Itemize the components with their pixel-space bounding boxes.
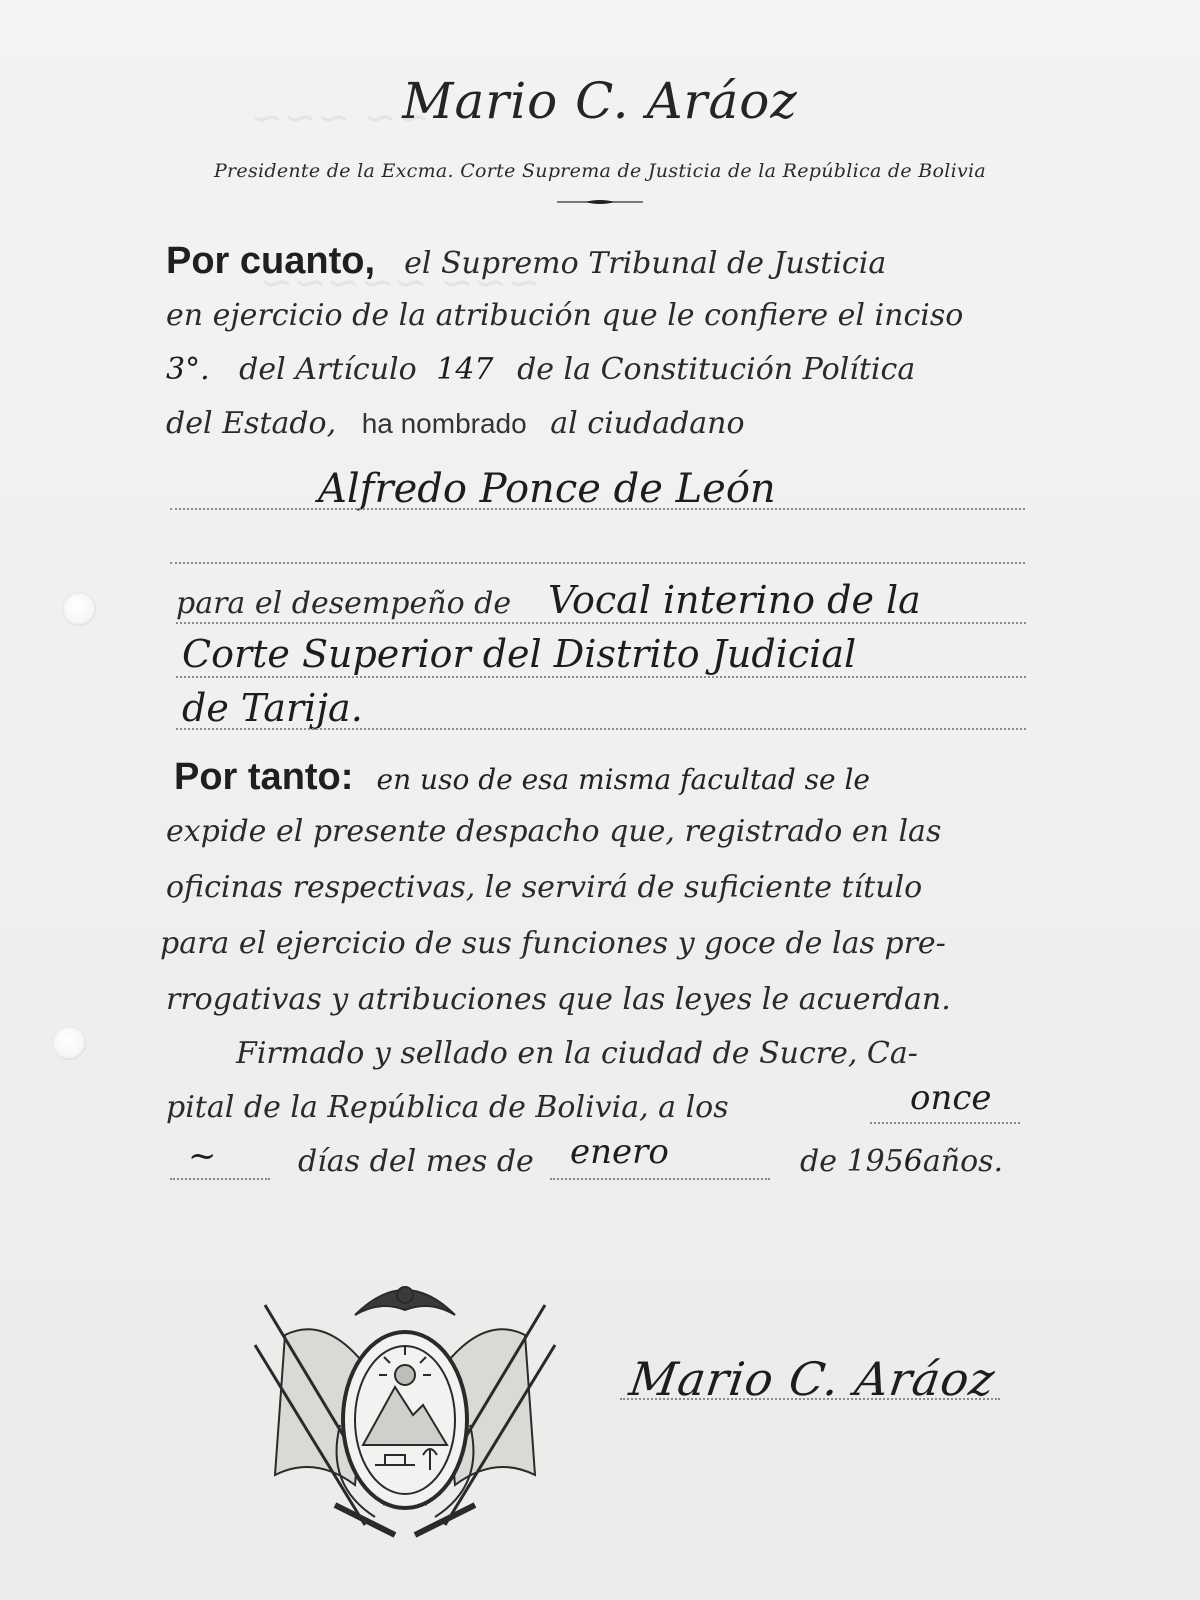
bleed-through-mark: ∽∽∽∽∽ ∽∽∽	[260, 260, 541, 306]
binder-hole-bottom	[52, 1026, 86, 1060]
header-name: Mario C. Aráoz	[402, 72, 798, 130]
position-line-1	[176, 586, 511, 621]
articulo-label: del Artículo	[239, 352, 417, 387]
month-rule	[550, 1178, 770, 1180]
ha-nombrado-text: ha nombrado	[361, 408, 527, 439]
por-cuanto-line-2: en ejercicio de la atribución que le confiere el inciso	[166, 298, 964, 333]
day-rule	[870, 1122, 1020, 1124]
bleed-through-mark: ∽∽∽ ∽∽	[250, 95, 431, 141]
position-rule-3	[176, 728, 1026, 730]
por-tanto-line-5: rrogativas y atribuciones que las leyes le acuerdan.	[166, 982, 951, 1017]
ciudadano-text: al ciudadano	[550, 406, 745, 441]
bolivia-coat-of-arms-emblem	[245, 1255, 565, 1555]
appointee-name: Alfredo Ponce de León	[318, 466, 776, 512]
por-cuanto-line-1-text: el Supremo Tribunal de Justicia	[404, 246, 887, 281]
year-prefix: de 195	[800, 1144, 904, 1179]
constitucion-text: de la Constitución Política	[517, 352, 916, 387]
por-tanto-line-4: para el ejercicio de sus funciones y goce de las pre-	[160, 926, 946, 961]
por-cuanto-line-4	[166, 406, 745, 441]
closing-year-text	[800, 1144, 1003, 1179]
header-subtitle: Presidente de la Excma. Corte Suprema de Justicia de la República de Bolivia	[213, 160, 987, 182]
binder-hole-top	[62, 592, 96, 626]
appointee-rule-1	[170, 508, 1025, 510]
position-label: para el desempeño de	[176, 586, 512, 621]
signature: Mario C. Aráoz	[626, 1352, 999, 1406]
position-text-2: Corte Superior del Distrito Judicial	[182, 632, 857, 676]
por-tanto-line-3: oficinas respectivas, le servirá de suficiente título	[166, 870, 923, 905]
position-text-3: de Tarija.	[182, 686, 363, 730]
position-rule-2	[176, 676, 1026, 678]
por-cuanto-line-3	[166, 352, 915, 387]
header-ornament	[555, 197, 645, 207]
por-cuanto-line-1	[166, 240, 886, 283]
closing-dash: ~	[188, 1136, 217, 1176]
inciso-number: 3°.	[166, 352, 210, 387]
por-tanto-line-2: expide el presente despacho que, registrado en las	[166, 814, 942, 849]
por-cuanto-lead: Por cuanto,	[166, 240, 376, 282]
article-number: 147	[436, 352, 494, 387]
year-digit: 6	[903, 1144, 923, 1179]
por-tanto-line-1	[174, 756, 870, 799]
closing-days-text: días del mes de	[298, 1144, 534, 1179]
closing-day: once	[910, 1078, 992, 1118]
dash-rule	[170, 1178, 270, 1180]
por-tanto-lead: Por tanto:	[174, 756, 354, 798]
closing-line-1: Firmado y sellado en la ciudad de Sucre, Ca-	[236, 1036, 918, 1071]
closing-line-2: pital de la República de Bolivia, a los	[166, 1090, 729, 1125]
position-text-1: Vocal interino de la	[548, 578, 921, 622]
position-rule-1	[176, 622, 1026, 624]
estado-text: del Estado,	[166, 406, 337, 441]
por-tanto-line-1-text: en uso de esa misma facultad se le	[376, 763, 871, 796]
years-word: años.	[922, 1144, 1004, 1179]
closing-month: enero	[570, 1132, 669, 1172]
appointee-rule-2	[170, 562, 1025, 564]
signature-rule	[620, 1398, 1000, 1400]
